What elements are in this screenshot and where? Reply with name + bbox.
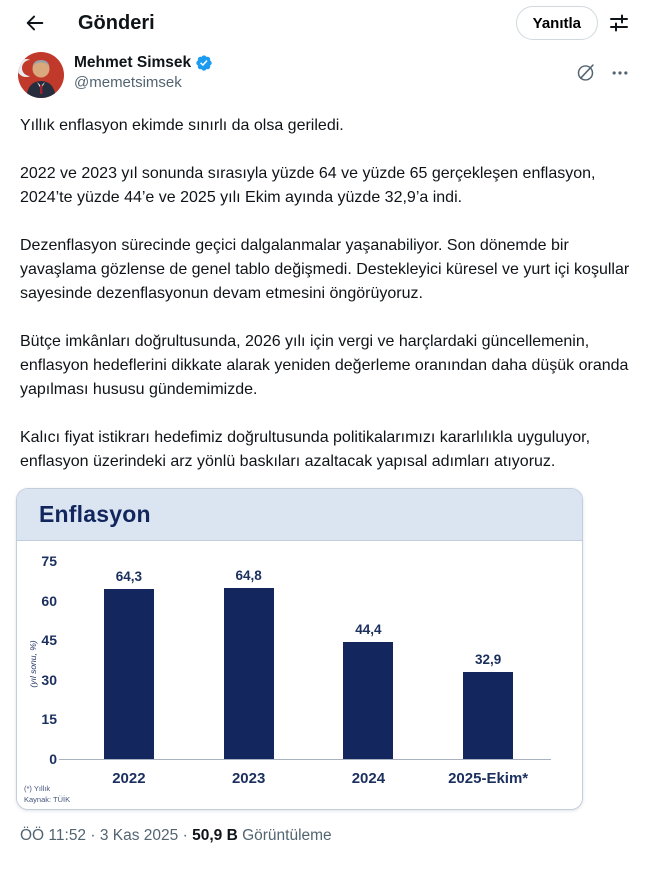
chart-plot-region bbox=[17, 541, 582, 809]
chart-footnote-line: (*) Yıllık bbox=[24, 784, 51, 794]
avatar-image bbox=[18, 52, 64, 98]
author-actions bbox=[575, 52, 636, 83]
chart-x-label: 2025-Ekim* bbox=[448, 770, 529, 787]
views-label: Görüntüleme bbox=[242, 827, 332, 844]
chart-bar bbox=[343, 642, 393, 759]
chart-y-axis-label: (yıl sonu, %) bbox=[28, 640, 38, 688]
chart-y-tick: 75 bbox=[41, 553, 57, 569]
author-row bbox=[0, 46, 650, 98]
chart-bar bbox=[463, 672, 513, 759]
post-paragraph: Kalıcı fiyat istikrarı hedefimiz doğrultusunda politikalarımızı kararlılıkla uyguluyor, enflasyon üzerindeki arz yönlü baskıları azaltacak yapısal adımları atıyoruz. bbox=[20, 429, 591, 470]
sliders-icon bbox=[608, 12, 630, 34]
chart-y-tick: 15 bbox=[41, 711, 57, 728]
chart-title: Enflasyon bbox=[39, 501, 151, 527]
chart-y-tick: 60 bbox=[41, 592, 57, 609]
chart-bar-column bbox=[69, 561, 189, 759]
chart-x-labels bbox=[69, 770, 548, 787]
chart-bar-value-label: 64,3 bbox=[115, 569, 143, 585]
back-arrow-icon bbox=[24, 12, 46, 34]
post-date: 3 Kas 2025 bbox=[99, 827, 179, 844]
post-text bbox=[0, 98, 650, 474]
reply-button[interactable]: Yanıtla bbox=[516, 6, 598, 40]
chart-x-label: 2024 bbox=[351, 770, 386, 787]
chart-x-axis-line bbox=[59, 759, 551, 760]
chart-bar-value-label: 44,4 bbox=[355, 621, 382, 637]
more-options-button[interactable] bbox=[610, 63, 630, 83]
chart-bar-value-label: 32,9 bbox=[474, 652, 502, 668]
chart-bar-column bbox=[428, 561, 548, 759]
back-button[interactable] bbox=[18, 6, 52, 40]
more-horizontal-icon bbox=[610, 63, 630, 83]
author-meta bbox=[74, 52, 575, 91]
post-paragraph: Bütçe imkânları doğrultusunda, 2026 yılı için vergi ve harçlardaki güncellemenin, enflasyon hedeflerini dikkate alarak yeniden değerleme oranından daha düşük oranda yapılması hususu gündemimizde. bbox=[20, 333, 629, 398]
author-handle[interactable]: @memetsimsek bbox=[74, 74, 182, 91]
views-count: 50,9 B bbox=[192, 827, 238, 844]
chart-y-tick: 45 bbox=[41, 632, 57, 649]
post-meta-row bbox=[0, 810, 650, 845]
chart-footnote-line: Kaynak: TÜİK bbox=[24, 795, 71, 805]
chart-bar-value-label: 64,8 bbox=[235, 567, 262, 583]
verified-badge-icon bbox=[195, 54, 213, 72]
post-paragraph: Yıllık enflasyon ekimde sınırlı da olsa geriledi. bbox=[20, 117, 344, 134]
chart-bars bbox=[69, 561, 548, 759]
chart-footnotes bbox=[24, 784, 70, 806]
chart-header bbox=[17, 489, 582, 541]
post-time: ÖÖ 11:52 bbox=[20, 827, 87, 844]
chart-y-ticks bbox=[17, 541, 57, 809]
meta-separator: · bbox=[90, 827, 96, 844]
chart-bar bbox=[224, 588, 274, 759]
chart-y-tick: 0 bbox=[49, 751, 57, 767]
inflation-chart-card[interactable] bbox=[16, 488, 583, 810]
meta-separator: · bbox=[182, 827, 188, 844]
avatar[interactable] bbox=[18, 52, 64, 98]
post-paragraph: Dezenflasyon sürecinde geçici dalgalanmalar yaşanabiliyor. Son dönemde bir yavaşlama gözlense de genel tablo değişmedi. Destekleyici küresel ve yurt içi koşullar sayesinde dezenflasyonun devam etmesini öngörüyoruz. bbox=[20, 237, 630, 302]
author-name[interactable]: Mehmet Simsek bbox=[74, 54, 192, 71]
page-title: Gönderi bbox=[78, 11, 155, 34]
chart-x-label: 2023 bbox=[231, 770, 266, 787]
chart-x-label: 2022 bbox=[112, 770, 146, 787]
chart-bar-column bbox=[189, 561, 309, 759]
post-paragraph: 2022 ve 2023 yıl sonunda sırasıyla yüzde 64 ve yüzde 65 gerçekleşen enflasyon, 2024’te yüzde 44’e ve 2025 yılı Ekim ayında yüzde 32,9’a indi. bbox=[20, 165, 596, 206]
grok-icon bbox=[575, 62, 596, 83]
top-bar bbox=[0, 0, 650, 46]
chart-bar-column bbox=[309, 561, 429, 759]
chart-y-tick: 30 bbox=[41, 671, 57, 688]
grok-actions-button[interactable] bbox=[575, 62, 596, 83]
timeline-settings-button[interactable] bbox=[602, 6, 636, 40]
chart-bar bbox=[104, 589, 154, 759]
